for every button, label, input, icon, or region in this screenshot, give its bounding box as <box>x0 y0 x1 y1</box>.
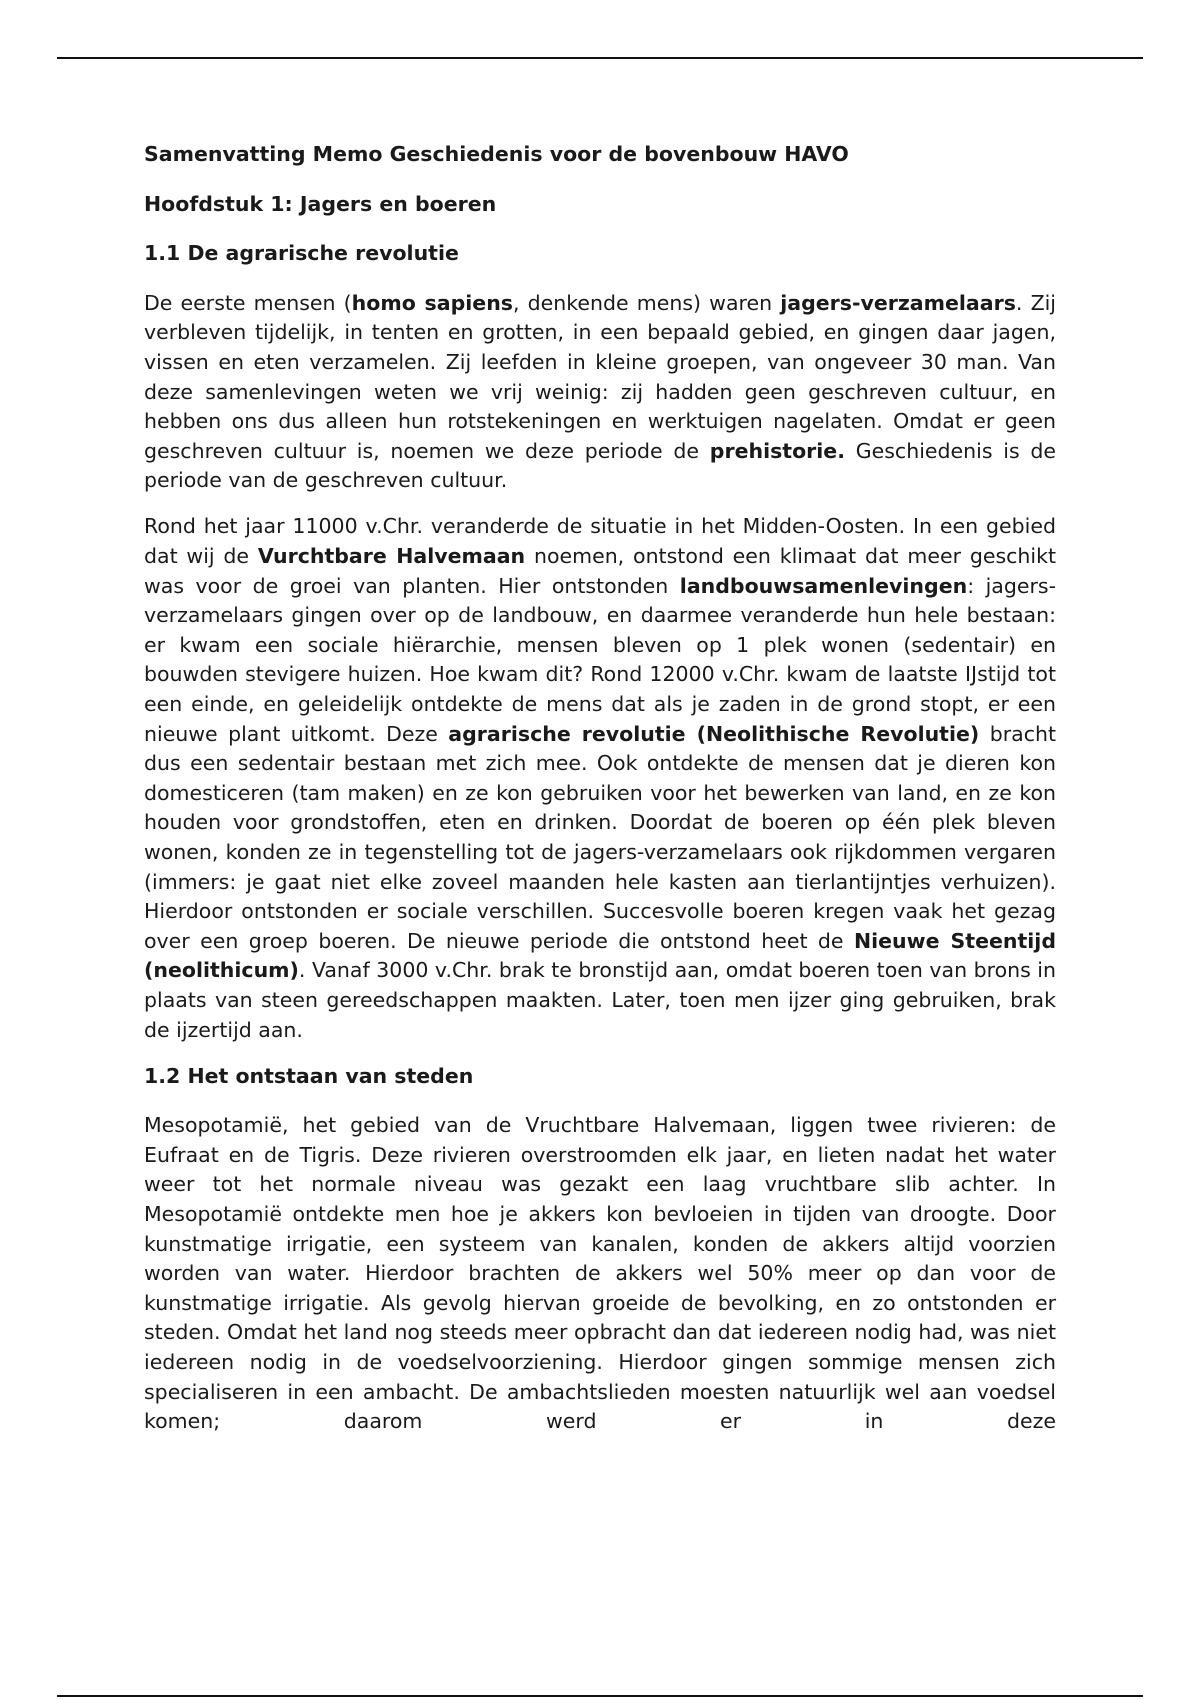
section-heading-1-2: 1.2 Het ontstaan van steden <box>144 1063 474 1088</box>
bold-term: Vurchtbare Halvemaan <box>257 544 526 569</box>
bold-term: Nieuwe Steentijd (neolithicum) <box>144 928 1057 983</box>
bold-term: jagers-verzamelaars <box>780 290 1016 315</box>
bold-term: prehistorie. <box>709 438 846 463</box>
paragraph: De eerste mensen (homo sapiens, denkende mens) waren jagers-verzamelaars. Zij verbleven tijdelijk, in tenten en grotten, in een bepaald gebied, en gingen daar jagen, vissen en eten verzamelen. Zij leefden in kleine groepen, van ongeveer 30 man. Van deze samenlevingen weten we vrij weinig: zij hadden geen geschreven cultuur, en hebben ons dus alleen hun rotstekeningen en werktuigen nagelaten. Omdat er geen geschreven cultuur is, noemen we deze periode de prehistorie. Geschiedenis is de periode van de geschreven cultuur. <box>144 290 1056 493</box>
paragraph: Rond het jaar 11000 v.Chr. veranderde de situatie in het Midden-Oosten. In een gebied dat wij de Vurchtbare Halvemaan noemen, ontstond een klimaat dat meer geschikt was voor de groei van planten. Hier ontstonden landbouwsamenlevingen: jagers-verzamelaars gingen over op de landbouw, en daarmee veranderde hun hele bestaan: er kwam een sociale hiërarchie, mensen bleven op 1 plek wonen (sedentair) en bouwden stevigere huizen. Hoe kwam dit? Rond 12000 v.Chr. kwam de laatste IJstijd tot een einde, en geleidelijk ontdekte de mens dat als je zaden in de grond stopt, er een nieuwe plant uitkomt. Deze agrarische revolutie (Neolithische Revolutie) bracht dus een sedentair bestaan met zich mee. Ook ontdekte de mensen dat je dieren kon domesticeren (tam maken) en ze kon gebruiken voor het bewerken van land, en ze kon houden voor grondstoffen, eten en drinken. Doordat de boeren op één plek bleven wonen, konden ze in tegenstelling tot de jagers-verzamelaars ook rijkdommen vergaren (immers: je gaat niet elke zoveel maanden hele kasten aan tierlantijntjes verhuizen). Hierdoor ontstonden er sociale verschillen. Succesvolle boeren kregen vaak het gezag over een groep boeren. De nieuwe periode die ontstond heet de Nieuwe Steentijd (neolithicum). Vanaf 3000 v.Chr. brak te bronstijd aan, omdat boeren toen van brons in plaats van steen gereedschappen maakten. Later, toen men ijzer ging gebruiken, brak de ijzertijd aan. <box>144 514 1057 1042</box>
page-top-rule <box>57 57 1143 59</box>
paragraph: Mesopotamië, het gebied van de Vruchtbare Halvemaan, liggen twee rivieren: de Eufraat en de Tigris. Deze rivieren overstroomden elk jaar, en lieten nadat het water weer tot het normale niveau was gezakt een laag vruchtbare slib achter. In Mesopotamië ontdekte men hoe je akkers kon bevloeien in tijden van droogte. Door kunstmatige irrigatie, een systeem van kanalen, konden de akkers altijd voorzien worden van water. Hierdoor brachten de akkers wel 50% meer op dan voor de kunstmatige irrigatie. Als gevolg hiervan groeide de bevolking, en zo ontstonden er steden. Omdat het land nog steeds meer opbracht dan dat iedereen nodig had, was niet iedereen nodig in de voedselvoorziening. Hierdoor gingen sommige mensen zich specialiseren in een ambacht. De ambachtslieden moesten natuurlijk wel aan voedsel komen; daarom werd er in deze <box>144 1113 1056 1434</box>
bold-term: homo sapiens <box>351 290 513 315</box>
bold-term: agrarische revolutie (Neolithische Revolutie) <box>448 721 980 746</box>
document-body <box>144 140 1056 1437</box>
bold-term: landbouwsamenlevingen <box>679 573 968 598</box>
document-title: Samenvatting Memo Geschiedenis voor de bovenbouw HAVO <box>144 142 849 166</box>
section-heading-1-1: 1.1 De agrarische revolutie <box>144 241 459 266</box>
page-bottom-rule <box>57 1695 1143 1697</box>
chapter-heading: Hoofdstuk 1: Jagers en boeren <box>144 191 497 216</box>
